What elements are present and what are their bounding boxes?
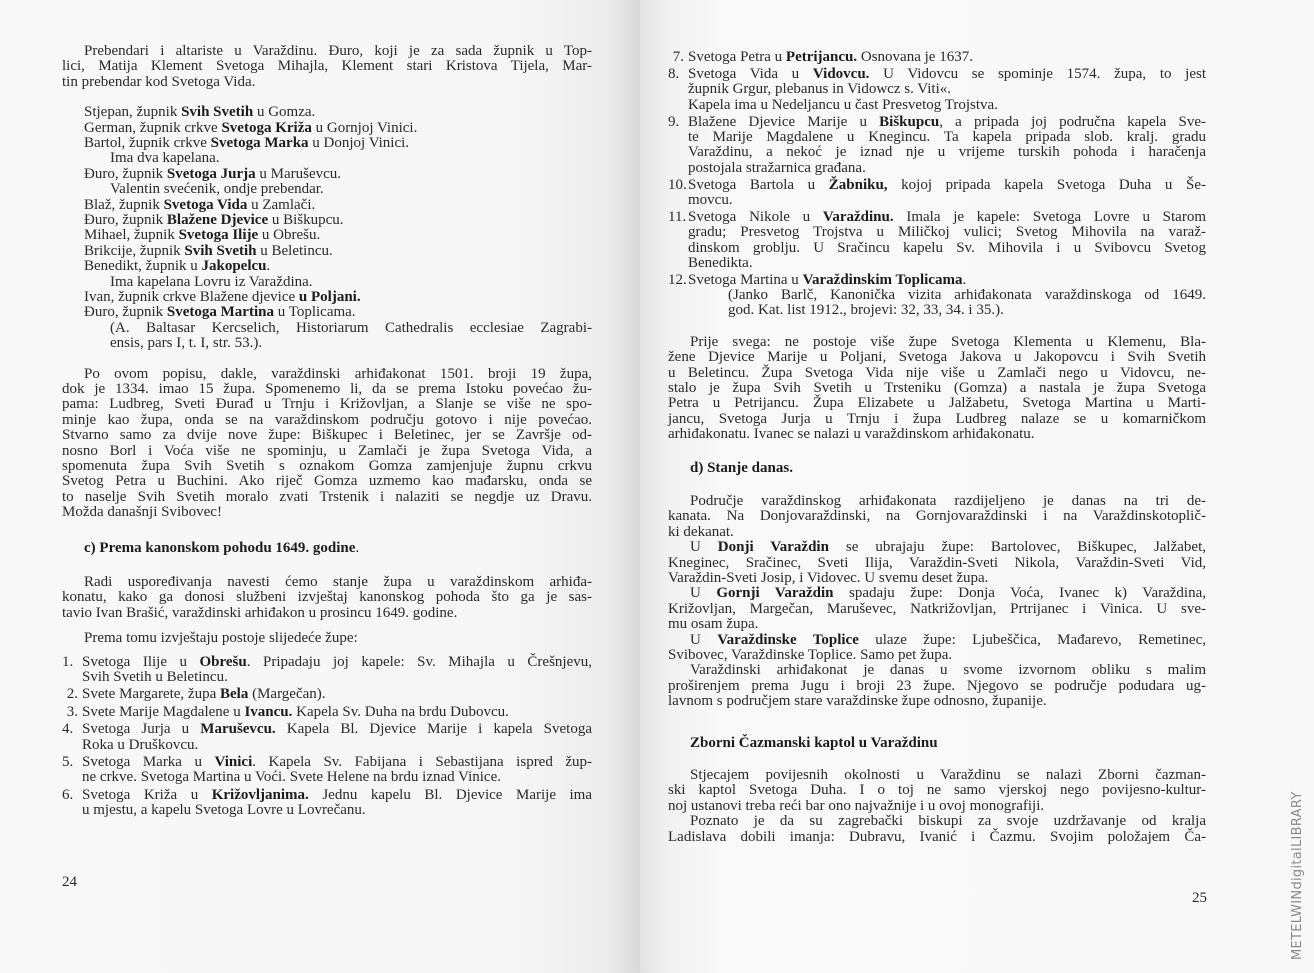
- text: arhiđakonatu. Ivanec se nalazi u varaždinskom arhiđakonatu.: [668, 426, 1035, 443]
- text: Ladislava dobili imanja: Dubravu, Ivanić i Čazmu. Svojim položajem Ča-: [668, 828, 1206, 845]
- bold-term: Svetoga Martina: [166, 304, 274, 321]
- paragraph-line: [668, 381, 1206, 396]
- list-number: 1.: [62, 653, 74, 670]
- parish-entry: [82, 738, 198, 753]
- bold-term: Svetoga Ilije: [178, 227, 259, 244]
- parish-entry: [668, 178, 1206, 193]
- paragraph-line: [668, 509, 1206, 524]
- list-number: 3.: [66, 703, 78, 720]
- text: u Donjoj Vinici.: [308, 135, 410, 151]
- text: gradu; Presvetog Trojstva u Miličkoj vulici; Svetog Mihovila na varaž-: [688, 224, 1206, 241]
- list-number: 2.: [66, 686, 78, 703]
- list-number: 10.: [668, 176, 687, 193]
- list-number: 6.: [62, 786, 74, 803]
- list-number: 11.: [668, 209, 687, 225]
- text: Benedikt, župnik u: [84, 258, 202, 275]
- page-number: 24: [62, 874, 77, 890]
- text: .: [266, 258, 271, 275]
- text: Svete Marije Magdalene u: [82, 703, 245, 720]
- text: Benedikta.: [688, 255, 753, 272]
- paragraph-line: [84, 367, 592, 382]
- bold-term: Ivancu.: [244, 703, 293, 720]
- paragraph-line: [62, 75, 255, 90]
- text: Kneginec, Sračinec, Sveti Ilija, Varaždin-Sveti Nikola, Varaždin-Sveti Vid,: [668, 554, 1206, 571]
- paragraph-line: [668, 617, 758, 632]
- parish-entry: [688, 256, 753, 271]
- text: u Gomza.: [253, 104, 316, 121]
- text: (Janko Barlč, Kanonička vizita arhiđakonata varaždinskoga od 1649.: [728, 287, 1206, 303]
- parish-entry: [688, 241, 1206, 256]
- paragraph-line: [62, 590, 592, 605]
- text: Roka u Druškovcu.: [82, 736, 199, 753]
- text: minje kao župa, onda se na varaždinskom području gotovo i nije povećao.: [62, 411, 592, 428]
- priest-entry: [84, 213, 344, 228]
- parish-entry: [668, 115, 1206, 130]
- text: Svetoga Martina u: [688, 272, 803, 289]
- text: Mihael, župnik: [84, 227, 179, 244]
- text: dinskom groblju. U Sračincu kapelu Sv. Mihovila i u Svibovcu Svetog: [688, 239, 1206, 256]
- text: Prije svega: ne postoje više župe Svetoga Klementa u Klemenu, Bla-: [690, 333, 1206, 350]
- citation-line: [728, 288, 1206, 303]
- list-number: 4.: [62, 721, 74, 738]
- text: spomenuta župa Svih Svetih s oznakom Gomza zamjenjuje župnu crkvu: [62, 458, 592, 474]
- text: Bartol, župnik crkve: [84, 135, 211, 151]
- text: Kapela ima u Nedeljancu u čast Presvetog Trojstva.: [688, 96, 998, 113]
- text: postojala stražarnica građana.: [688, 159, 866, 176]
- text: U: [690, 539, 718, 556]
- paragraph-line: [690, 814, 1206, 829]
- paragraph-line: [668, 783, 1206, 798]
- text: Križovljan, Margečan, Maruševec, Natkrižovljan, Prtrijanec i Vinica. U sve-: [668, 600, 1206, 617]
- text: Stvarno samo za dvije nove župe: Biškupec i Beletinec, jer se Završje od-: [62, 427, 592, 444]
- bold-term: Varaždinske Toplice: [717, 631, 859, 648]
- bold-term: Vinici: [214, 754, 253, 770]
- text: Svetoga Vida u: [688, 65, 813, 82]
- text: kojoj pripada kapela Svetoga Duha u Še-: [887, 176, 1206, 193]
- text: .: [962, 272, 967, 289]
- priest-entry: [84, 244, 333, 259]
- bold-term: Svetoga Jurja: [166, 165, 256, 182]
- paragraph-line: [62, 382, 592, 397]
- priest-entry: [110, 275, 313, 290]
- text: Petra u Petrijancu. Župa Elizabete u Jalžabetu, Svetoga Martina u Marti-: [668, 395, 1206, 412]
- watermark-text: METELWINdigitalLIBRARY: [1290, 791, 1305, 960]
- text: se ubrajaju župe: Bartolovec, Biškupec, Jalžabet,: [828, 539, 1206, 556]
- parish-entry: [82, 670, 228, 685]
- text: Područje varaždinskog arhiđakonata razdijeljeno je danas na tri de-: [690, 493, 1206, 509]
- text: tavio Ivan Brašić, varaždinski arhiđakon u prosincu 1649. godine.: [62, 604, 458, 621]
- list-number: 12.: [668, 272, 687, 289]
- bold-term: Donji Varaždin: [717, 539, 829, 556]
- text: Blažene Djevice Marije u: [688, 113, 880, 130]
- bold-term: Gornji Varaždin: [716, 585, 834, 602]
- paragraph-line: [62, 59, 592, 74]
- deanery-paragraph: [690, 633, 1206, 648]
- bold-term: Biškupcu: [879, 113, 940, 130]
- text: Svibovec, Varaždinske Toplice. Samo pet župa.: [668, 647, 953, 663]
- text: Svetog Petra u Buchini. Ako riječ Gomza uzmemo kao mađarsku, onda se: [62, 473, 592, 490]
- paragraph-line: [62, 505, 222, 520]
- text: dok je 1334. imao 15 župa. Spomenemo li, da se prema Istoku povećao žu-: [62, 381, 592, 397]
- parish-entry: [668, 210, 1206, 225]
- bold-term: Svih Svetih: [181, 104, 254, 121]
- text: Po ovom popisu, dakle, varaždinski arhiđakonat 1501. broji 19 župa,: [84, 365, 592, 382]
- text: Svetoga Nikole u: [688, 209, 823, 225]
- paragraph-line: [668, 799, 1044, 814]
- text: Ivan, župnik crkve Blažene djevice: [84, 289, 299, 305]
- deanery-paragraph: [690, 586, 1206, 601]
- paragraph-line: [668, 694, 1047, 709]
- parish-entry: [688, 145, 1206, 160]
- text: Svetoga Križa u: [82, 786, 212, 803]
- text: German, župnik crkve: [84, 119, 222, 136]
- text: Đuro, župnik: [84, 165, 167, 182]
- bold-term: Svetoga Vida: [163, 196, 248, 213]
- list-number: 5.: [62, 754, 74, 770]
- paragraph-line: [668, 556, 1206, 571]
- parish-entry: [62, 655, 592, 670]
- text: lici, Matija Klement Svetoga Mihajla, Klement stari Kristova Tijela, Mar-: [62, 58, 592, 75]
- text: (Margečan).: [248, 686, 326, 703]
- text: noj ustanovi treba reći bar ono najvažnije i u ovoj monografiji.: [668, 797, 1045, 814]
- text: Svetoga Jurja u: [82, 721, 201, 738]
- text: spadaju župe: Donja Voća, Ivanec k) Varaždina,: [833, 585, 1206, 602]
- heading-text: c) Prema kanonskom pohodu 1649. godine: [84, 539, 356, 556]
- paragraph-line: [62, 413, 592, 428]
- bold-term: Križovljanima.: [211, 786, 309, 803]
- text: ski kaptol Svetoga Duha. I o toj ne samo vjerskoj nego povijesno-kultur-: [668, 782, 1206, 799]
- paragraph-line: [690, 335, 1206, 350]
- right-page: [640, 0, 1314, 973]
- text: Svetoga Petra u: [688, 49, 786, 65]
- parish-entry: [668, 67, 1206, 82]
- section-heading: [690, 736, 938, 751]
- paragraph-line: [690, 494, 1206, 509]
- text: Možda današnji Svibovec!: [62, 504, 222, 521]
- text: Svetoga Bartola u: [688, 176, 829, 193]
- paragraph-line: [668, 366, 1206, 381]
- priest-entry: [84, 105, 315, 120]
- priest-entry: [84, 167, 341, 182]
- text: Stjecajem povijesnih okolnosti u Varaždinu se nalazi Zborni čazman-: [690, 767, 1206, 783]
- text: Ima dva kapelana.: [110, 150, 220, 167]
- text: ensis, pars I, t. I, str. 53.).: [110, 335, 263, 352]
- citation-line: [110, 336, 262, 351]
- text: proširenjem prema Jugu i broji 23 župe. Njegovo se područje podudara ug-: [668, 677, 1206, 694]
- bold-term: Žabniku,: [828, 176, 888, 193]
- text: god. Kat. list 1912., brojevi: 32, 33, 34. i 35.).: [728, 302, 1004, 319]
- text: Kapela Sv. Duha na brdu Dubovcu.: [292, 703, 509, 720]
- text: Svetoga Ilije u: [82, 653, 200, 670]
- bold-term: u Poljani.: [298, 289, 361, 305]
- parish-entry: [82, 803, 366, 818]
- citation-line: [728, 303, 1004, 318]
- text: te Marije Magdalene u Knegincu. Ta kapela pripada slob. kralj. gradu: [688, 129, 1206, 145]
- text: lavnom s područjem stare varaždinske župe odnosno, županije.: [668, 693, 1047, 710]
- parish-entry: [62, 705, 509, 720]
- parish-entry: [62, 755, 592, 770]
- heading-text: d) Stanje danas.: [690, 459, 793, 476]
- text: Blaž, župnik: [84, 196, 164, 213]
- text: Đuro, župnik: [84, 212, 167, 228]
- text: u mjestu, a kapelu Svetoga Lovre u Lovrečanu.: [82, 802, 366, 819]
- priest-entry: [84, 259, 270, 274]
- heading-text: Zborni Čazmanski kaptol u Varaždinu: [690, 734, 938, 751]
- text: u Maruševcu.: [255, 165, 342, 182]
- text: U: [690, 585, 717, 602]
- text: U Vidovcu se spominje 1574. župa, to jest: [869, 65, 1207, 82]
- priest-entry: [110, 151, 220, 166]
- bold-term: Svetoga Marka: [210, 135, 309, 151]
- paragraph-line: [668, 679, 1206, 694]
- text: ki dekanat.: [668, 523, 734, 540]
- section-heading: [84, 541, 359, 556]
- text: pama: Ludbreg, Sveti Đurađ u Trnju i Križovljan, a Slanje se više ne spo-: [62, 396, 592, 413]
- parish-entry: [668, 273, 966, 288]
- paragraph-line: [668, 350, 1206, 365]
- text: Đuro, župnik: [84, 304, 167, 321]
- text: Imala je kapele: Svetoga Lovre u Starom: [893, 209, 1207, 225]
- paragraph-line: [690, 663, 1206, 678]
- text: ulaze župe: Ljubeščica, Mađarevo, Remetinec,: [858, 631, 1206, 648]
- text: tin prebendar kod Svetoga Vida.: [62, 73, 256, 90]
- text: mu osam župa.: [668, 616, 759, 633]
- text: u Gornjoj Vinici.: [311, 119, 418, 136]
- paragraph-line: [62, 444, 592, 459]
- text: Valentin svećenik, ondje prebendar.: [110, 181, 324, 198]
- paragraph-line: [84, 44, 592, 59]
- text: kanata. Na Donjovaraždinski, na Gornjovaraždinski i na Varaždinskotoplič-: [668, 508, 1206, 525]
- paragraph-line: [62, 606, 457, 621]
- paragraph-line: [84, 575, 592, 590]
- paragraph-line: [62, 459, 592, 474]
- text: Stjepan, župnik: [84, 104, 182, 121]
- punct: .: [355, 539, 360, 556]
- bold-term: Svih Svetih: [184, 242, 257, 259]
- parish-entry: [688, 193, 733, 208]
- paragraph-line: [84, 631, 358, 646]
- parish-entry: [668, 50, 973, 65]
- parish-entry: [82, 770, 501, 785]
- text: . Pripadaju joj kapele: Sv. Mihajla u Črešnjevu,: [246, 653, 592, 670]
- text: žene Djevice Marije u Poljani, Svetoga Jakova u Jakopovcu i Svih Svetih: [668, 349, 1206, 366]
- paragraph-line: [62, 397, 592, 412]
- text: Kapela Bl. Djevice Marije i kapela Svetoga: [275, 721, 593, 738]
- bold-term: Maruševcu.: [200, 721, 276, 738]
- text: Varaždin-Sveti Josip, i Vidovec. U svemu deset župa.: [668, 570, 989, 586]
- text: u Beletincu.: [256, 242, 333, 259]
- bold-term: Varaždinskim Toplicama: [802, 272, 963, 289]
- priest-entry: [84, 136, 409, 151]
- text: jancu, Svetoga Jurja u Trnju i župa Ludbreg nalaze se u komarničkom: [668, 410, 1206, 427]
- text: ne crkve. Svetoga Martina u Voći. Svete Helene na brdu iznad Vinice.: [82, 769, 501, 786]
- text: Svete Margarete, župa: [82, 686, 220, 703]
- text: U: [690, 631, 718, 648]
- parish-entry: [688, 130, 1206, 145]
- parish-entry: [62, 722, 592, 737]
- priest-entry: [84, 121, 417, 136]
- paragraph-line: [668, 525, 734, 540]
- text: Osnovana je 1637.: [857, 49, 973, 65]
- left-page: [0, 0, 640, 973]
- priest-entry: [110, 182, 324, 197]
- bold-term: Vidovcu.: [812, 65, 870, 82]
- text: u Zamlači.: [247, 196, 316, 213]
- bold-term: Svetoga Križa: [221, 119, 312, 136]
- paragraph-line: [62, 490, 592, 505]
- text: u Obrešu.: [258, 227, 321, 244]
- paragraph-line: [668, 396, 1206, 411]
- citation-line: [110, 321, 592, 336]
- parish-entry: [688, 161, 866, 176]
- section-heading: [690, 461, 793, 476]
- text: (A. Baltasar Kercselich, Historiarum Cathedralis ecclesiae Zagrabi-: [110, 319, 592, 336]
- text: Brikcije, župnik: [84, 242, 185, 259]
- text: Prema tomu izvještaju postoje slijedeće župe:: [84, 630, 358, 647]
- parish-entry: [688, 225, 1206, 240]
- library-watermark-logo: [1290, 791, 1310, 970]
- text: Ima kapelana Lovru iz Varaždina.: [110, 273, 313, 290]
- text: Prebendari i altariste u Varaždinu. Đuro, koji je za sada župnik u Top-: [84, 43, 592, 59]
- paragraph-line: [668, 571, 988, 586]
- text: Svih Svetih u Beletincu.: [82, 669, 228, 685]
- deanery-paragraph: [690, 540, 1206, 555]
- text: župnik Grgur, plebanus in Vidowcz s. Viti«.: [688, 81, 951, 98]
- paragraph-line: [668, 412, 1206, 427]
- text: Poznato je da su zagrebački biskupi za svoje uzdržavanje od kralja: [690, 813, 1206, 830]
- text: Jednu kapelu Bl. Djevice Marije ima: [308, 786, 592, 803]
- text: konatu, kako ga donosi službeni izvještaj kanonskog pohoda što ga je sas-: [62, 589, 592, 606]
- paragraph-line: [668, 648, 952, 663]
- priest-entry: [84, 290, 361, 305]
- priest-entry: [84, 305, 356, 320]
- parish-entry: [62, 788, 592, 803]
- parish-entry: [688, 98, 998, 113]
- text: nosno Borl i Voća više ne spominju, u Zamlači je župa Svetoga Vida, a: [62, 442, 592, 459]
- priest-entry: [84, 198, 315, 213]
- bold-term: Petrijancu.: [785, 49, 858, 65]
- text: to naselje Svih Svetih moralo zvati Trstenik i nalaziti se negdje uz Dravu.: [62, 488, 592, 505]
- text: . Kapela Sv. Fabijana i Sebastijana ispred žup-: [252, 754, 592, 770]
- bold-term: Jakopelcu: [201, 258, 267, 275]
- parish-entry: [688, 82, 951, 97]
- text: movcu.: [688, 192, 733, 209]
- list-number: 9.: [668, 113, 680, 130]
- page-number: 25: [1192, 890, 1207, 906]
- text: , a pripada joj područna kapela Sve-: [939, 113, 1206, 130]
- priest-entry: [84, 228, 320, 243]
- text: stalo je župa Svih Svetih u Trsteniku (Gomza) a nastala je župa Svetoga: [668, 380, 1206, 396]
- paragraph-line: [668, 602, 1206, 617]
- bold-term: Blažene Djevice: [166, 212, 269, 228]
- text: u Beletincu. Župa Svetoga Vida nije više u Zamlači nego u Vidovcu, ne-: [668, 364, 1206, 381]
- text: u Biškupcu.: [268, 212, 344, 228]
- paragraph-line: [62, 428, 592, 443]
- text: Varaždinski arhiđakonat je danas u svome izvornom obliku s malim: [690, 662, 1206, 679]
- text: Svetoga Marka u: [82, 754, 215, 770]
- list-number: 8.: [668, 65, 680, 82]
- parish-entry: [62, 687, 326, 702]
- paragraph-line: [690, 768, 1206, 783]
- text: Radi uspoređivanja navesti ćemo stanje župa u varaždinskom arhiđa-: [84, 574, 592, 590]
- text: u Toplicama.: [273, 304, 356, 321]
- list-number: 7.: [672, 49, 684, 65]
- paragraph-line: [62, 474, 592, 489]
- paragraph-line: [668, 830, 1206, 845]
- bold-term: Obrešu: [199, 653, 247, 670]
- bold-term: Varaždinu.: [822, 209, 894, 225]
- bold-term: Bela: [220, 686, 249, 703]
- paragraph-line: [668, 427, 1035, 442]
- text: Varaždinu, a nekoć je iznad nje u vrijeme turskih pohoda i haračenja: [688, 144, 1206, 161]
